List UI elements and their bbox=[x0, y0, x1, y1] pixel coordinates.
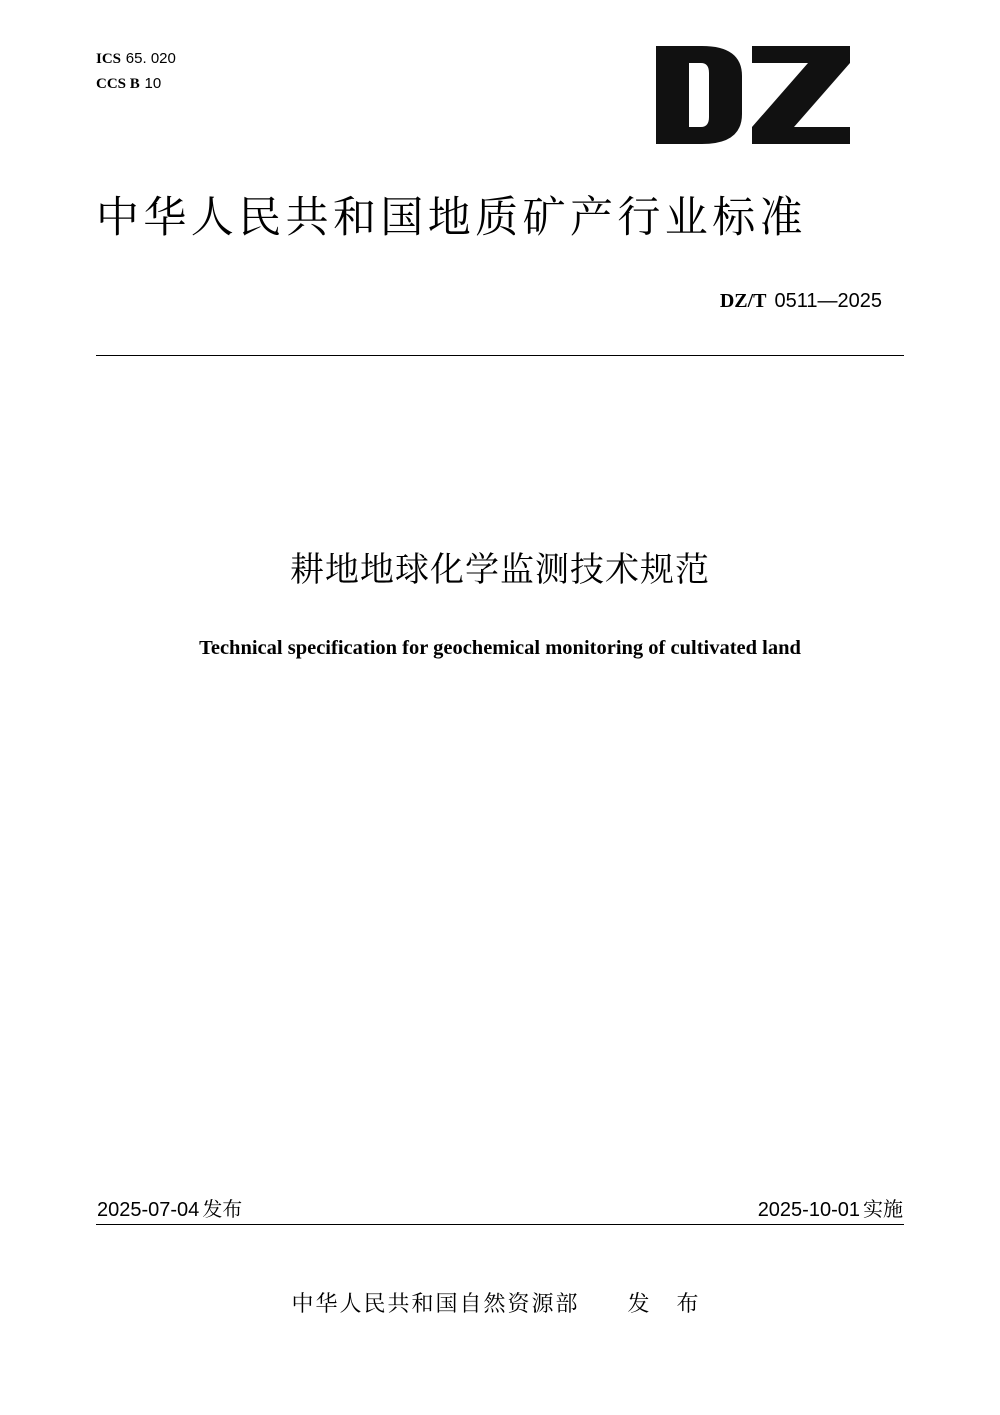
effective-date-value: 2025-10-01 bbox=[757, 1199, 860, 1221]
logo-letter-d bbox=[656, 46, 742, 144]
publish-date bbox=[97, 1194, 242, 1225]
ccs-code bbox=[96, 71, 176, 96]
document-title-cn: 耕地地球化学监测技术规范 bbox=[290, 550, 710, 590]
ccs-value: 10 bbox=[144, 75, 162, 92]
document-title-en: Technical specification for geochemical monitoring of cultivated land bbox=[199, 637, 801, 659]
publish-date-label: 发布 bbox=[202, 1197, 243, 1221]
standard-number-value: 0511—2025 bbox=[774, 290, 882, 312]
effective-date bbox=[758, 1194, 903, 1225]
ics-label: ICS bbox=[96, 51, 122, 67]
publish-date-value: 2025-07-04 bbox=[97, 1199, 200, 1221]
standard-number bbox=[720, 286, 882, 315]
issue-label: 发 布 bbox=[627, 1292, 709, 1317]
ccs-label: CCS B bbox=[96, 76, 140, 92]
standard-category-title: 中华人民共和国地质矿产行业标准 bbox=[96, 193, 807, 243]
logo-letter-z bbox=[752, 46, 850, 144]
issuer bbox=[0, 1288, 1000, 1322]
ics-code bbox=[96, 46, 176, 71]
issuer-name: 中华人民共和国自然资源部 bbox=[291, 1292, 580, 1317]
footer-divider bbox=[96, 1224, 904, 1225]
classification-codes bbox=[96, 46, 176, 96]
dz-logo bbox=[656, 46, 850, 144]
header-divider bbox=[96, 355, 904, 356]
effective-date-label: 实施 bbox=[863, 1197, 903, 1221]
ics-value: 65. 020 bbox=[125, 50, 176, 67]
standard-number-prefix: DZ/T bbox=[719, 290, 767, 312]
